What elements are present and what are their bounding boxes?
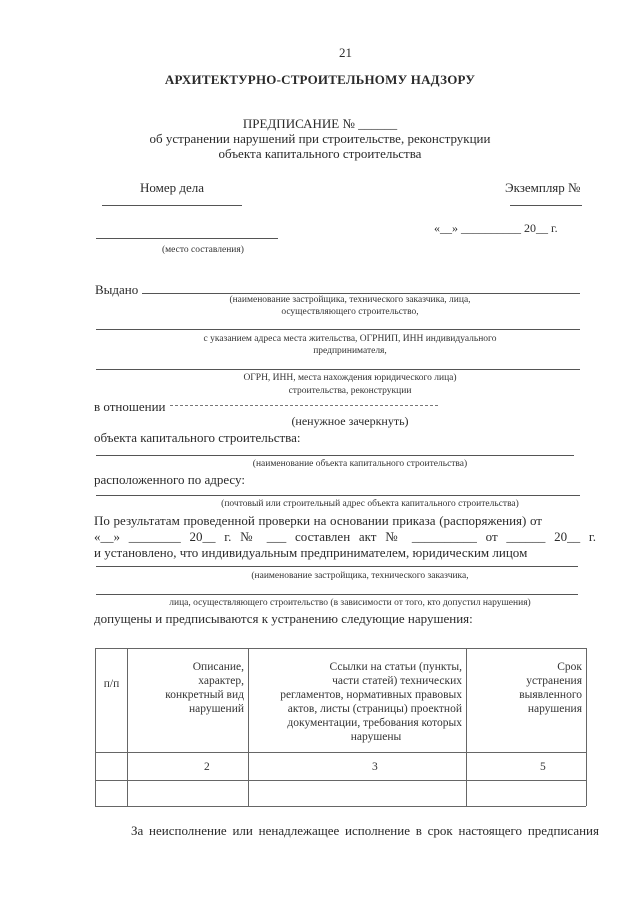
col-number-2: 2 [204,761,210,773]
table-divider-2 [248,648,249,806]
regarding-label: в отношении [94,399,166,414]
strike-caption: (ненужное зачеркнуть) [291,414,409,428]
case-number-field [102,205,242,206]
object-caption: (наименование объекта капитального строительства) [252,459,468,469]
issued-field [142,293,580,294]
developer-caption-4: лица, осуществляющего строительство (в зависимости от того, кто допустил нарушения) [169,598,531,608]
inspection-line-3: и установлено, что индивидуальным предпринимателем, юридическим лицом [94,545,528,560]
developer-caption-3: (наименование застройщика, технического заказчика, [251,571,469,581]
object-field [96,455,574,456]
address-caption-2: предпринимателя, [313,346,387,356]
inspection-line-2: «__» ________ 20__ г. № ___ составлен акт № __________ от ______ 20__ г. [94,529,596,544]
prescription-title: ПРЕДПИСАНИЕ № ______ [242,116,398,131]
table-numbers-bottom [95,780,586,781]
address-field [96,329,580,330]
case-number-label: Номер дела [140,180,205,195]
footer-text: За неисполнение или ненадлежащее исполнение в срок настоящего предписания [131,823,599,838]
located-label: расположенного по адресу: [94,472,245,487]
table-header-bottom [95,752,586,753]
place-field [96,238,278,239]
inspection-line-1: По результатам проведенной проверки на основании приказа (распоряжения) от [94,513,542,528]
developer-field-2 [96,566,578,567]
copy-number-field [510,205,582,206]
violations-intro: допущены и предписываются к устранению следующие нарушения: [94,611,473,626]
col-deadline-header: Срок устранения выявленного нарушения [519,661,582,715]
col-number-5: 5 [540,761,546,773]
col-description-header: Описание, характер, конкретный вид нарушений [165,661,244,715]
located-field [96,495,580,496]
address-caption-1: с указанием адреса места жительства, ОГРНИП, ИНН индивидуального [203,334,497,344]
col-references-header: Ссылки на статьи (пункты, части статей) технических регламентов, нормативных правовых актов, листы (страницы) проектной документации, требования которых нарушены [280,661,462,743]
developer-caption-2: осуществляющего строительство, [281,307,419,317]
copy-number-label: Экземпляр № [505,180,581,195]
ogrn-field [96,369,580,370]
date-line: «__» __________ 20__ г. [434,221,558,235]
prescription-subtitle: об устранении нарушений при строительстве, реконструкции [149,131,491,146]
postal-caption: (почтовый или строительный адрес объекта капитального строительства) [221,499,519,509]
table-right-border [586,648,587,806]
col-number-header: п/п [103,678,120,690]
regarding-strike-line [170,405,438,406]
ogrn-caption-1: ОГРН, ИНН, места нахождения юридического лица) [243,373,457,383]
table-divider-3 [466,648,467,806]
heading: АРХИТЕКТУРНО-СТРОИТЕЛЬНОМУ НАДЗОРУ [164,72,476,87]
developer-caption-1: (наименование застройщика, технического заказчика, лица, [229,295,471,305]
page-number: 21 [339,45,352,60]
ogrn-caption-2: строительства, реконструкции [288,386,412,396]
object-label: объекта капитального строительства: [94,430,301,445]
table-left-border [95,648,96,806]
prescription-subtitle-2: объекта капитального строительства [218,146,422,161]
col-number-3: 3 [372,761,378,773]
developer-field-3 [96,594,578,595]
table-top-border [95,648,586,649]
place-caption: (место составления) [162,245,244,255]
issued-label: Выдано [95,282,139,297]
table-bottom-border [95,806,586,807]
table-divider-1 [127,648,128,806]
